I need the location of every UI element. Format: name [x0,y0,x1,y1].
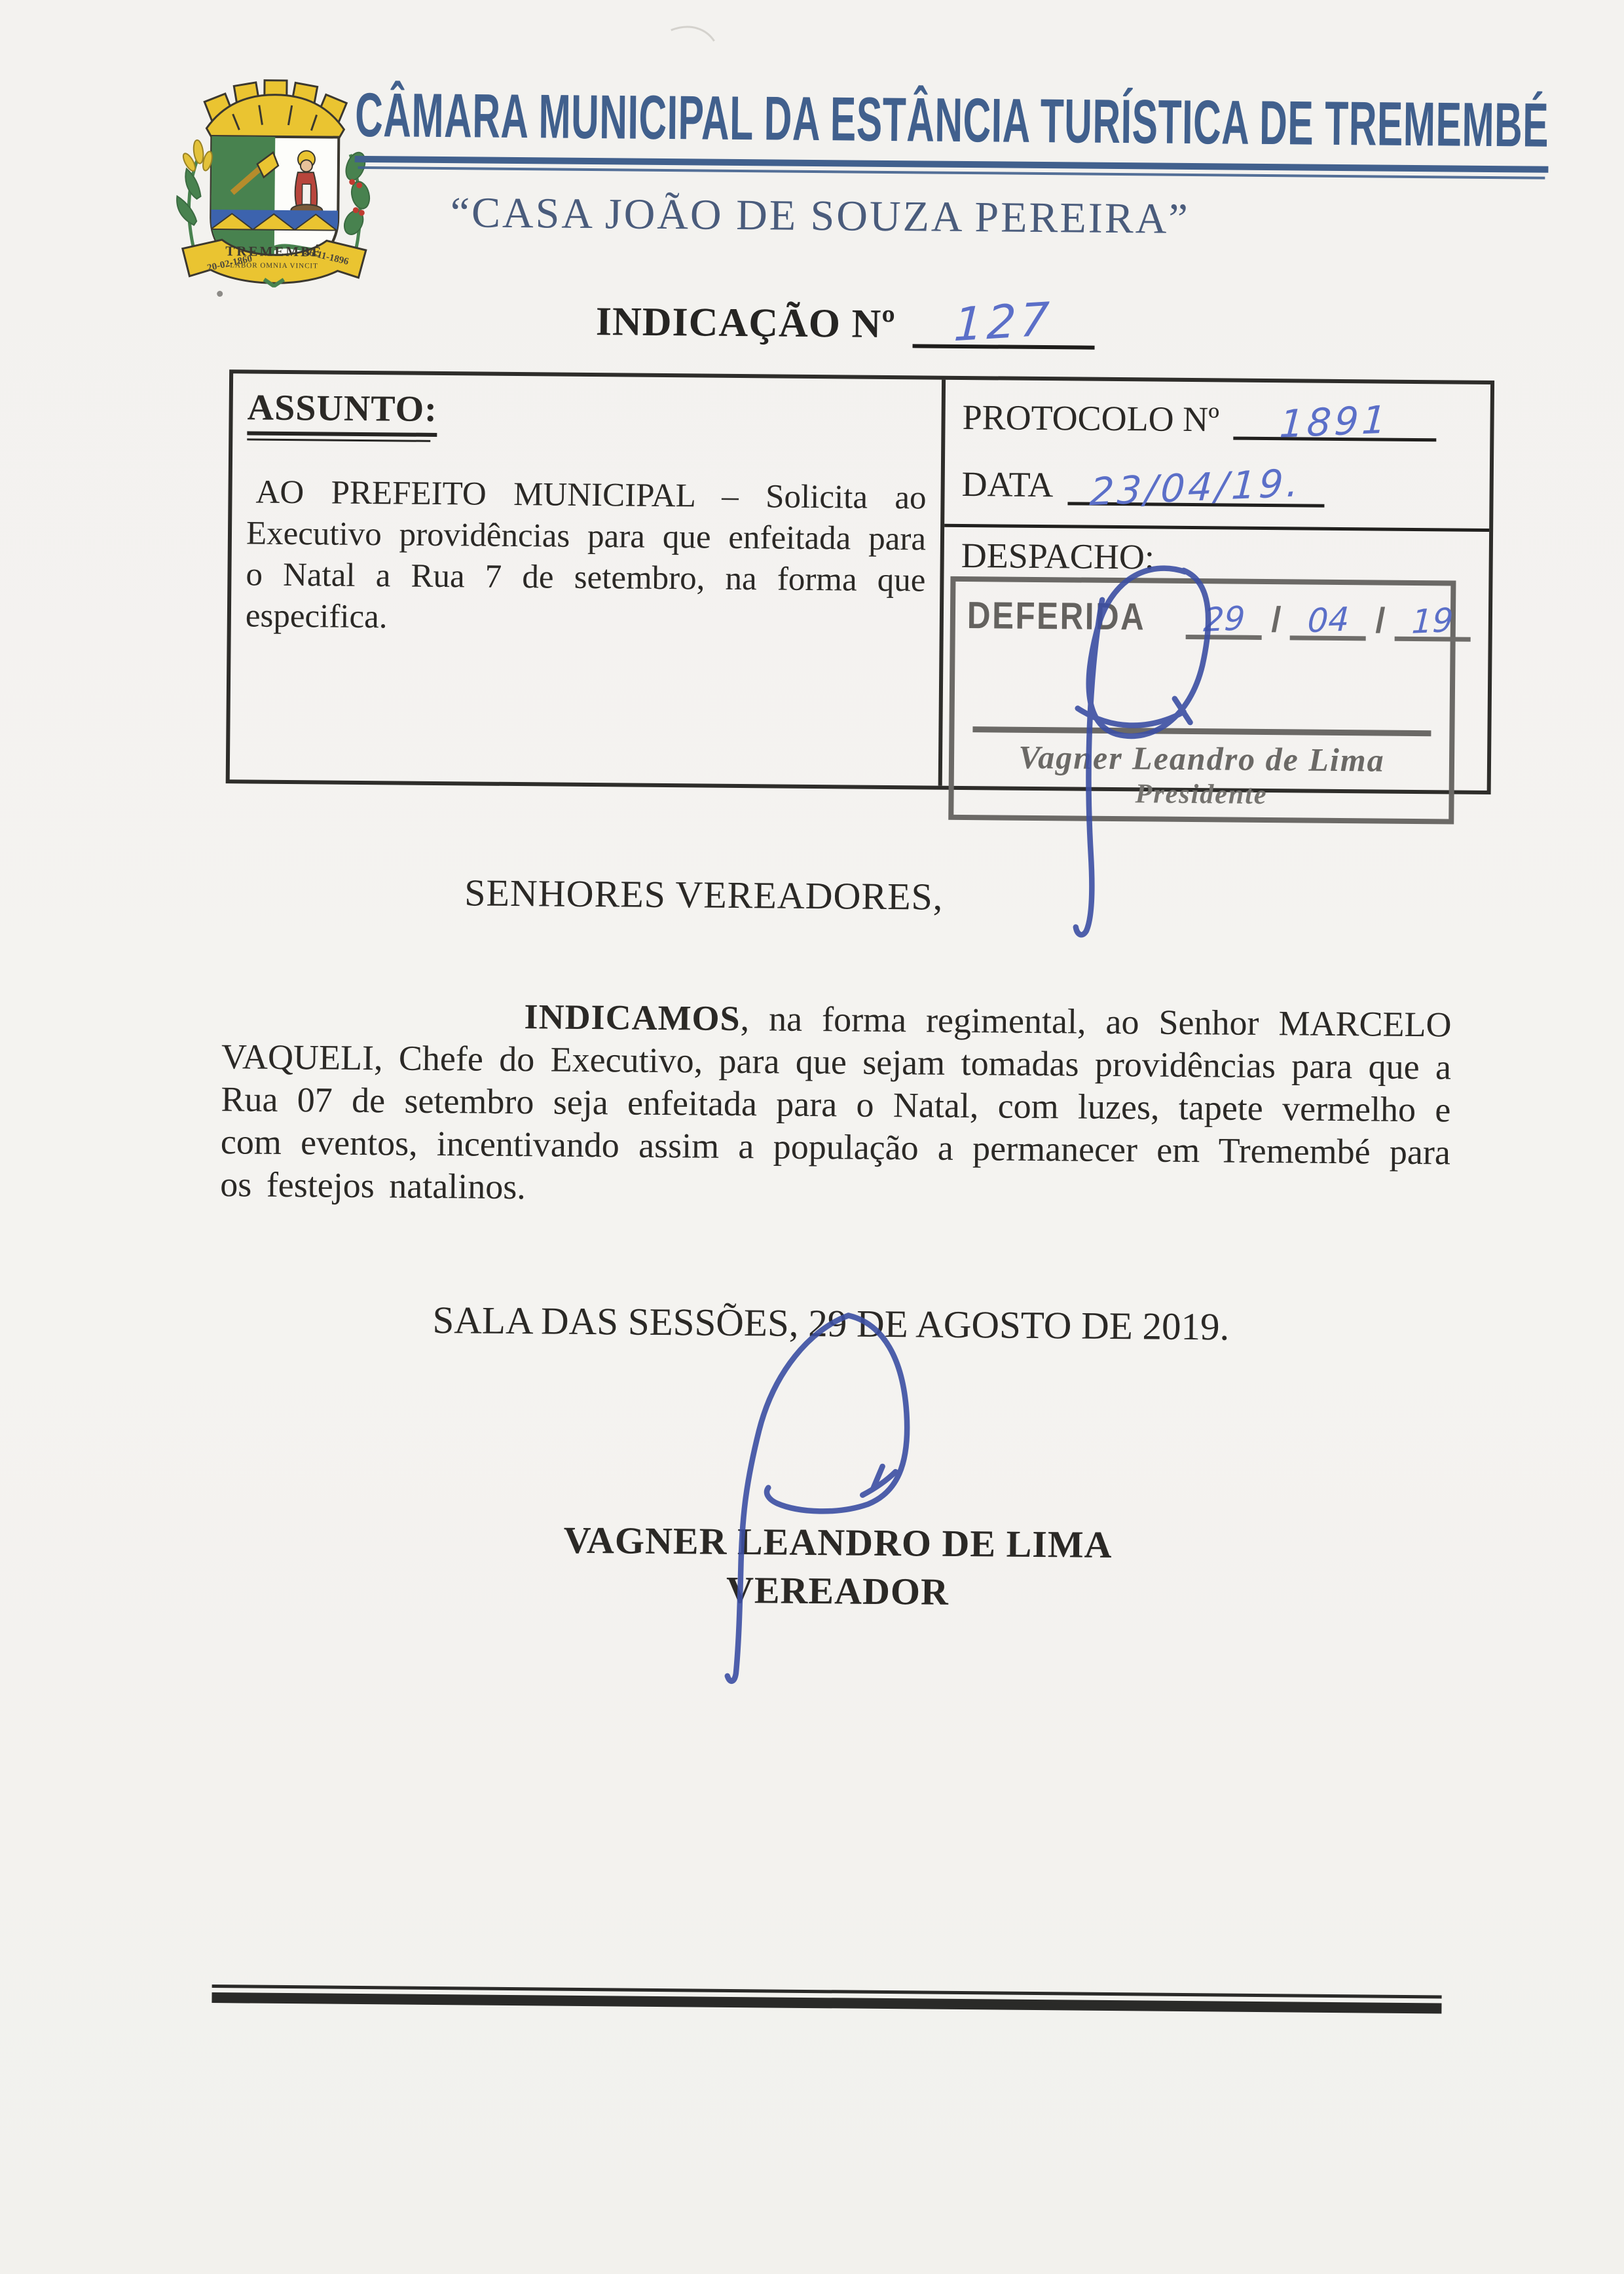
lead-word: INDICAMOS [524,997,741,1039]
motto-label: LABOR OMNIA VINCIT [230,261,318,270]
author-block [219,1513,1457,1620]
despacho-label: DESPACHO: [961,535,1155,577]
salutation: SENHORES VEREADORES, [464,871,944,918]
scan-artifact-mark [671,27,714,41]
assunto-cell [230,373,946,785]
main-signature-tick [862,1466,895,1495]
ribbon-date-left: 20-02-1860 [206,253,253,274]
stamp-slash-2: / [1375,601,1386,641]
org-title: CÂMARA MUNICIPAL DA ESTÂNCIA TURÍSTICA DE TREMEMBÉ [354,83,1549,173]
ribbon-date-right: 26-11-1896 [303,246,350,268]
doc-title-row [33,282,1624,355]
stamp-year-handwritten: 19 [1411,601,1454,641]
stamp-day-slot [1186,594,1263,640]
doc-title-label: INDICAÇÃO Nº [595,299,896,347]
data-value-handwritten: 23/04/19. [1088,460,1303,515]
main-paragraph [220,993,1452,1216]
house-name: “CASA JOÃO DE SOUZA PEREIRA” [450,189,1190,243]
protocol-cell [942,380,1490,811]
protocolo-value-handwritten: 1891 [1278,397,1391,447]
crown-icon [204,80,347,139]
data-row [961,456,1473,515]
stamp-slash-1: / [1271,600,1282,640]
author-title: VEREADOR [726,1568,950,1613]
protocolo-label: PROTOCOLO Nº [962,397,1220,439]
stamp-signer-title: Presidente [1135,779,1268,811]
stamp-status: DEFERIDA [967,594,1146,639]
main-signature-descender [728,1314,849,1682]
paragraph-text: , na forma regimental, ao Senhor MARCELO VAQUELI, Chefe do Executivo, para que sejam tomadas providências para que a Rua 07 de setembro seja enfeitada para o Natal, com luzes, tapete vermelho e com eventos, incentivando assim a população a permanecer em Tremembé para os festejos natalinos. [220,999,1452,1207]
doc-number-handwritten: 127 [953,291,1054,352]
stamp-month-slot [1290,595,1367,641]
author-name: VAGNER LEANDRO DE LIMA [563,1518,1113,1567]
stamp-month-handwritten: 04 [1306,600,1350,641]
stamp-day-handwritten: 29 [1202,599,1246,639]
ink-dot-artifact [217,291,223,297]
doc-number-slot [912,289,1095,352]
form-divider-line [944,524,1489,532]
assunto-text: AO PREFEITO MUNICIPAL – Solicita ao Executivo providências para que enfeitada para o Natal a Rua 7 de setembro, na forma que especifica. [245,474,927,636]
stamp-signer-name: Vagner Leandro de Lima [1018,738,1385,779]
coat-of-arms-logo [166,53,384,288]
protocolo-row [962,389,1473,447]
data-label: DATA [961,464,1054,505]
approval-stamp [948,576,1456,825]
assunto-heading: ASSUNTO: [247,386,437,437]
stamp-signature-line [972,726,1431,736]
info-table [226,369,1494,811]
stamp-status-row [967,592,1454,641]
org-title-row [354,80,1549,172]
session-line: SALA DAS SESSÕES, 29 DE AGOSTO DE 2019. [432,1297,1230,1349]
data-underline [1067,453,1325,515]
city-name-label: TREMEMBÉ [225,243,323,260]
stamp-year-slot [1394,596,1471,642]
protocolo-underline [1234,388,1437,447]
